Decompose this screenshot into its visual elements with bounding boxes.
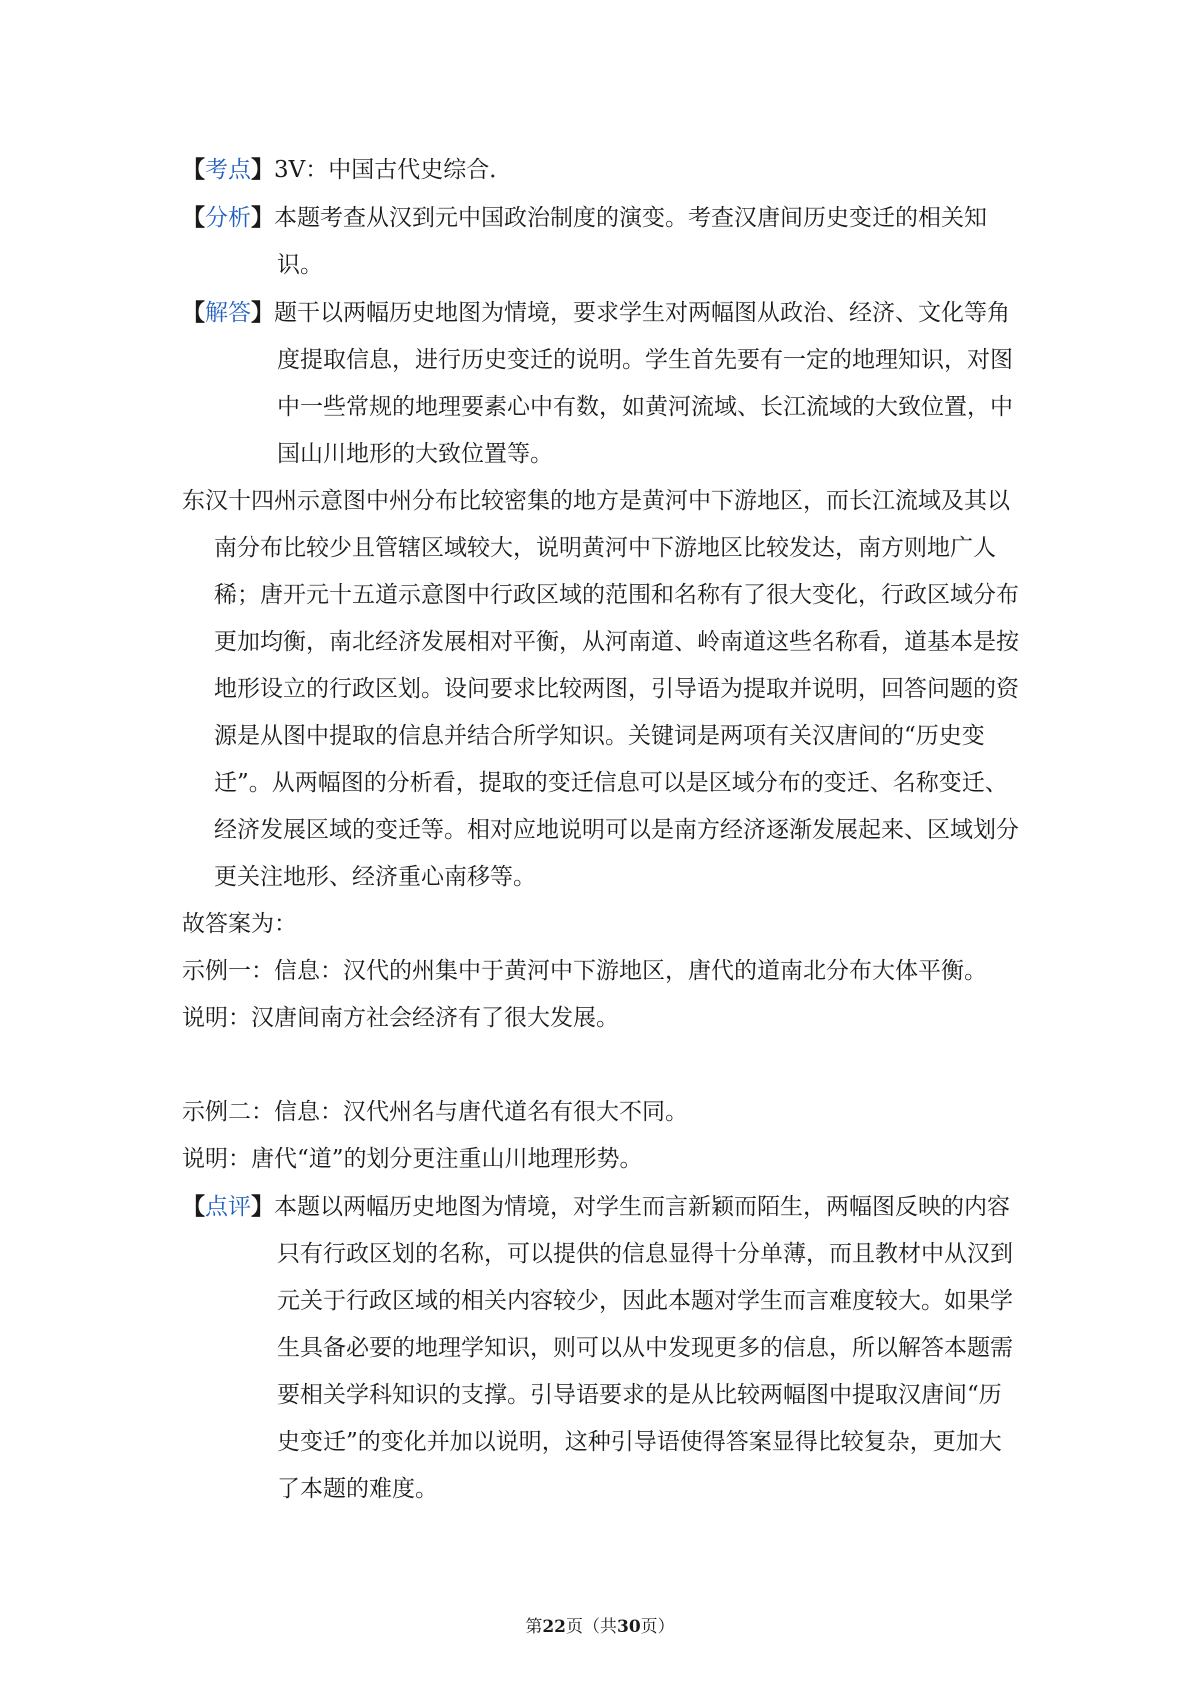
jieda-paragraph: 【解答】题干以两幅历史地图为情境，要求学生对两幅图从政治、经济、文化等角度提取信息，进行历史变迁的说明。学生首先要有一定的地理知识，对图中一些常规的地理要素心中有数，如黄河流域、长江流域的大致位置，中国山川地形的大致位置等。	[182, 299, 1013, 467]
fenxi-text: 本题考查从汉到元中国政治制度的演变。考查汉唐间历史变迁的相关知识。	[274, 205, 987, 278]
example1-info: 示例一：信息：汉代的州集中于黄河中下游地区，唐代的道南北分布大体平衡。	[182, 958, 987, 984]
fenxi-tag: 分析	[205, 205, 251, 231]
answer-intro: 故答案为：	[182, 911, 297, 937]
dianping-tag: 点评	[205, 1194, 251, 1220]
kaodian-text: 3V：中国古代史综合．	[274, 157, 513, 183]
page-number: 22	[542, 1617, 566, 1637]
example2-info: 示例二：信息：汉代州名与唐代道名有很大不同。	[182, 1099, 688, 1125]
page-footer: 第22页（共30页）	[525, 1617, 675, 1637]
blank-line	[182, 1042, 1022, 1089]
fenxi-paragraph: 【分析】本题考查从汉到元中国政治制度的演变。考查汉唐间历史变迁的相关知识。	[182, 204, 987, 278]
jieda-tag: 解答	[205, 300, 251, 326]
example2-explain: 说明：唐代“道”的划分更注重山川地理形势。	[182, 1146, 643, 1172]
page-total: 30	[617, 1617, 641, 1637]
answer-explanation	[182, 146, 1022, 1513]
kaodian-tag: 考点	[205, 157, 251, 183]
dianping-paragraph: 【点评】本题以两幅历史地图为情境，对学生而言新颖而陌生，两幅图反映的内容只有行政区划的名称，可以提供的信息显得十分单薄，而且教材中从汉到元关于行政区域的相关内容较少，因此本题对学生而言难度较大。如果学生具备必要的地理学知识，则可以从中发现更多的信息，所以解答本题需要相关学科知识的支撑。引导语要求的是从比较两幅图中提取汉唐间“历史变迁”的变化并加以说明，这种引导语使得答案显得比较复杂，更加大了本题的难度。	[182, 1193, 1013, 1502]
example1-explain: 说明：汉唐间南方社会经济有了很大发展。	[182, 1005, 619, 1031]
jieda-text: 题干以两幅历史地图为情境，要求学生对两幅图从政治、经济、文化等角度提取信息，进行历史变迁的说明。学生首先要有一定的地理知识，对图中一些常规的地理要素心中有数，如黄河流域、长江流域的大致位置，中国山川地形的大致位置等。	[274, 300, 1013, 467]
body-paragraph: 东汉十四州示意图中州分布比较密集的地方是黄河中下游地区，而长江流域及其以南分布比较少且管辖区域较大，说明黄河中下游地区比较发达，南方则地广人稀；唐开元十五道示意图中行政区域的范围和名称有了很大变化，行政区域分布更加均衡，南北经济发展相对平衡，从河南道、岭南道这些名称看，道基本是按地形设立的行政区划。设问要求比较两图，引导语为提取并说明，回答问题的资源是从图中提取的信息并结合所学知识。关键词是两项有关汉唐间的“历史变迁”。从两幅图的分析看，提取的变迁信息可以是区域分布的变迁、名称变迁、经济发展区域的变迁等。相对应地说明可以是南方经济逐渐发展起来、区域划分更关注地形、经济重心南移等。	[182, 488, 1019, 890]
dianping-text: 本题以两幅历史地图为情境，对学生而言新颖而陌生，两幅图反映的内容只有行政区划的名称，可以提供的信息显得十分单薄，而且教材中从汉到元关于行政区域的相关内容较少，因此本题对学生而言难度较大。如果学生具备必要的地理学知识，则可以从中发现更多的信息，所以解答本题需要相关学科知识的支撑。引导语要求的是从比较两幅图中提取汉唐间“历史变迁”的变化并加以说明，这种引导语使得答案显得比较复杂，更加大了本题的难度。	[274, 1194, 1013, 1502]
kaodian-paragraph: 【考点】3V：中国古代史综合．	[182, 156, 513, 183]
